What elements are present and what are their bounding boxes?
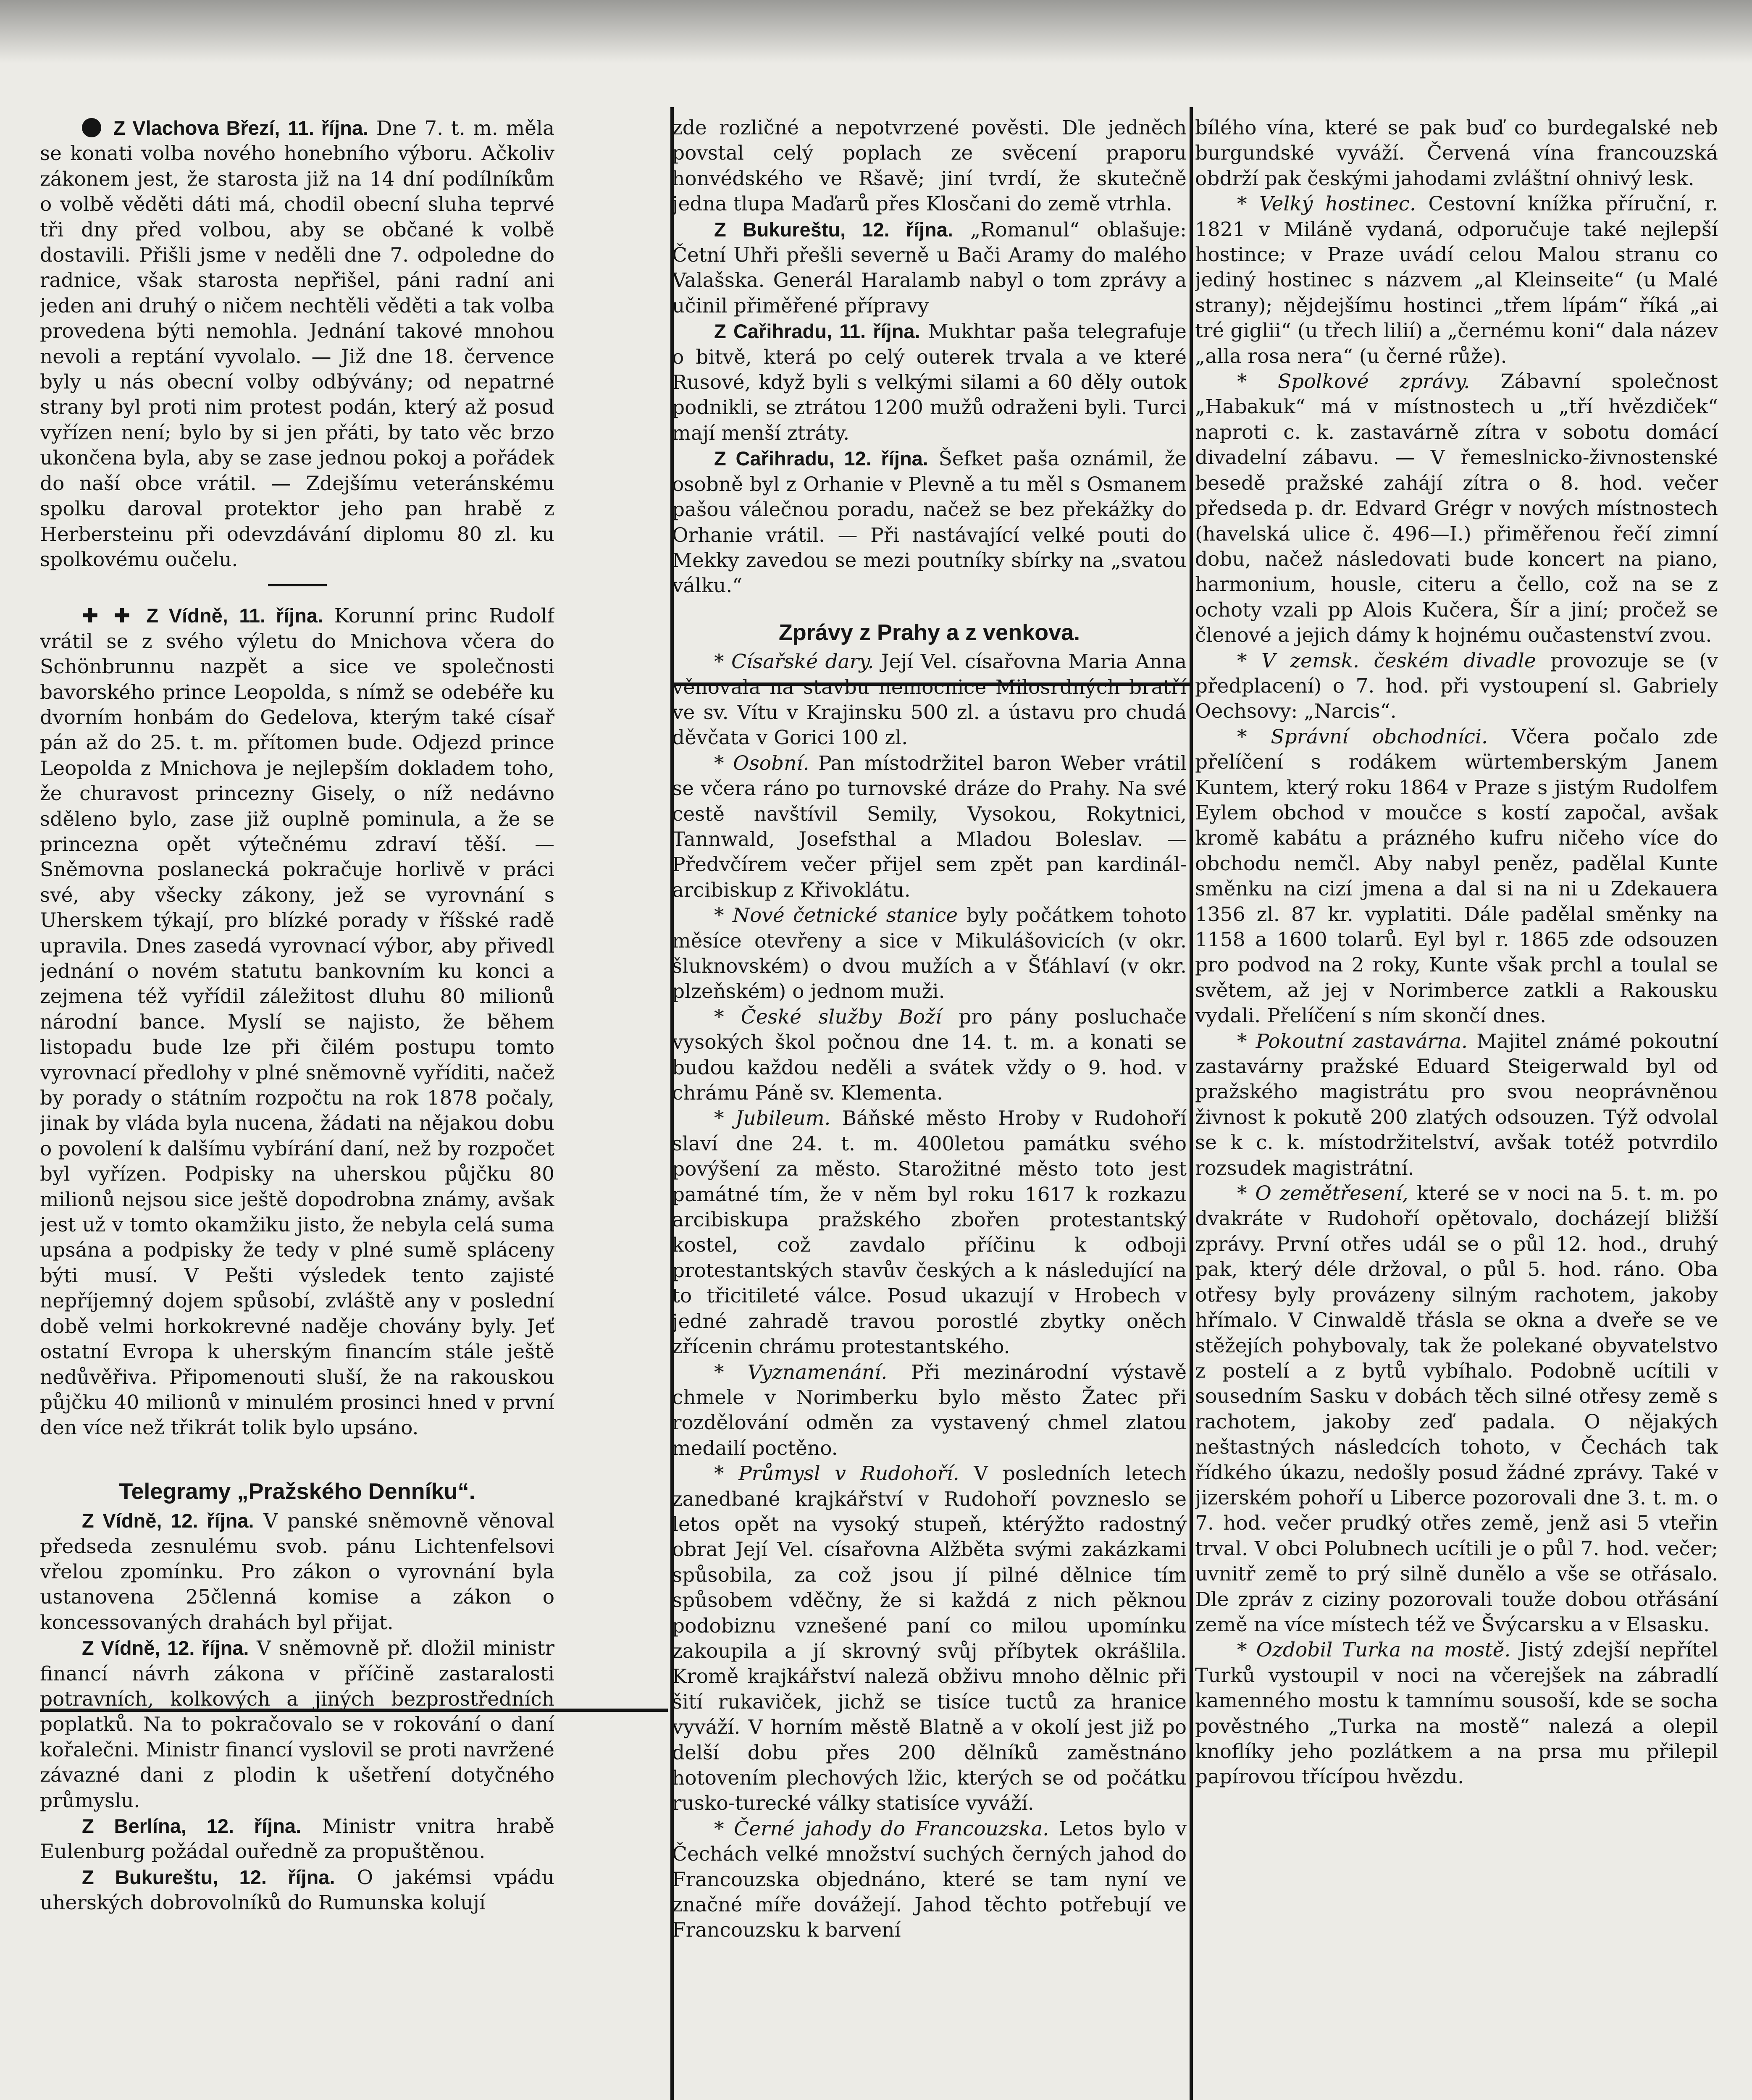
telegram-item (672, 319, 1187, 446)
section-heading: Zprávy z Prahy a z venkova. (778, 620, 1080, 645)
telegram-text: Šefket paša oznámil, že osobně byl z Orhanie v Plevně a tu měl s Osmanem pašou válečnou poradu, načež se bez překážky do Orhanie vrátil. — Při nastávající velké pouti do Mekky zavedou se mezi poutníky sbírky na „svatou válku.“ (672, 447, 1187, 598)
news-item: * V zemsk. českém divadle provozuje se (v předplacení) o 7. hod. při vystoupení sl. Gabriely Oechsovy: „Narcis“. (1195, 649, 1718, 723)
telegram-item (672, 217, 1187, 319)
news-text: V posledních letech zanedbané krajkářství v Rudohoří povzneslo se letos opět na vysoký stupeň, ktérýžto radostný obrat Její Vel. císařovna Alžběta svými zakázkami spůsobila, za což jsou jí pilné dělnice tím spůsobem vděčny, že si každá z nich pěknou podobiznu vznešené paní co milou upomínku zakoupila a jí skrovný svůj příbytek okrášlila. Kromě krajkářství naleză obživu mnoho dělnic při šití rukaviček, jichž se tisíce tuctů za hranice vyváží. V horním městě Blatně a v okolí jest již po delší dobu přes 200 dělníků zaměstnáno hotovením plechových lžic, kterých se od počátku rusko-turecké války statisíce vyváží. (672, 1462, 1187, 1815)
news-item: * Jubileum. Báňské město Hroby v Rudohoří slaví dne 24. t. m. 400letou památku svého povýšení za město. Starožitné město toto jest památné tím, že v něm byl roku 1617 k rozkazu arcibiskupa pražského zbořen protestantský kostel, což zavdalo příčinu k odboji protestantských stavův českých a k následující na to třicitileté válce. Posud ukazují v Hrobech v jedné zahradě travou porostlé zbytky oněch zřícenin chrámu protestantského. (672, 1107, 1187, 1359)
news-item: * Správní obchodníci. Včera počalo zde přelíčení s rodákem würtemberským Janem Kuntem, který roku 1864 v Praze s jistým Rudolfem Eylem obchod v moučce s kostí započal, avšak kromě kabátu a prázného kufru ničeho více do obchodu nemčl. Aby nabyl peněz, padělal Kunte směnku na cizí jmena a dal si na ni u Zdekauera 1356 zl. 87 kr. vyplatiti. Dále padělal směnky na 1158 a 1600 tolarů. Eyl byl r. 1865 zde odsouzen pro podvod na 2 roky, Kunte však prchl a toulal se světem, až jej v Norimberce zatkli a Rakousku vydali. Přelíčení s ním skončí dnes. (1195, 725, 1718, 1028)
column-3 (1195, 116, 1718, 2100)
news-item: * Císařské dary. Její Vel. císařovna Maria Anna věnovala na stavbu nemocnice Milosrdných bratří ve sv. Vítu v Krajinsku 500 zl. a ústavu pro chudá děvčata v Gorici 100 zl. (672, 650, 1187, 750)
article-text: Korunní princ Rudolf vrátil se z svého výletu do Mnichova včera do Schönbrunnu nazpět a sice ve společnosti bavorského prince Leopolda, s nímž se odebéře ku dvorním honbám do Gedelova, kterým také císař pán až do 25. t. m. přítomen bude. Odjezd prince Leopolda z Mnichova je nejlepším dokladem toho, že churavost princezny Gisely, o níž nedávno sděleno bylo, zase již ouplně pominula, a že se princezna opět výtečnému zdraví těší. — Sněmovna poslanecká pokračuje horlivě v práci své, aby všecky zákony, jež se vyrovnání s Uherskem týkají, pro blízké porady v říšské radě upravila. Dnes zasedá vyrovnací výbor, aby přivedl jednání o novém statutu bankovním ku konci a zejmena též vyřídil záležitost dluhu 80 milionů národní bance. Myslí se najisto, že během listopadu bude lze při čilém postupu tomto vyrovnací předlohy v plné sněmovně vyříditi, načež by porady o státním rozpočtu na rok 1878 počaly, jinak by vláda byla nucena, žádati na nějakou dobu o povolení k dalšímu vybírání daní, než by rozpočet byl vyřízen. Podpisky na uherskou půjčku 80 milionů nejsou sice ještě dopodrobna známy, avšak jest už v tomto okamžiku jisto, že nebyla celá suma upsána a podpisky že tedy v plné sumě spláceny býti musí. V Pešti výsledek tento zajisté nepříjemný dojem spůsobí, zvláště any v poslední době velmi horkokrevné naděje chovány byly. Jeť ostatní Evropa k uherským financím stále ještě nedůvěřiva. Připomenouti sluší, že na rakouskou půjčku 40 milionů v minulém prosinci hned v první den více než třikrát tolik bylo upsáno. (40, 604, 554, 1440)
dateline: Z Vídně, 12. října. (82, 1509, 254, 1532)
news-item: * Vyznamenání. Při mezinárodní výstavě chmele v Norimberku bylo město Žatec při rozdělování odměn za vystavený chmel zlatou medailí poctěno. (672, 1360, 1187, 1460)
news-kicker: Černé jahody do Francouzska. (734, 1817, 1049, 1840)
telegram-continuation: zde rozličné a nepotvrzené pověsti. Dle jedněch povstal celý poplach ze svěcení praporu honvédského ve Ršavě; jiní tvrdí, že skutečně jedna tlupa Maďarů přes Klosčani do země vtrhla. (672, 116, 1187, 216)
telegram-text: Mukhtar paša telegrafuje o bitvě, která po celý outerek trvala a ve které Rusové, když byli s velkými silami a 60 děly outok podnikli, se ztrátou 1200 mužů odraženi byli. Turci mají menší ztráty. (672, 320, 1187, 445)
news-kicker: Vyznamenání. (747, 1360, 888, 1384)
dateline: Z Berlína, 12. října. (82, 1815, 302, 1837)
news-item: * Nové četnické stanice byly počátkem tohoto měsíce otevřeny a sice v Mikulášovicích (v okr. šluknovském) o dvou mužích a v Šťáhlaví (v okr. plzeňském) o jednom muži. (672, 904, 1187, 1003)
news-text: které se v noci na 5. t. m. po dvakráte v Rudohoří opětovalo, docházejí bližší zprávy. První otřes udál se o půl 12. hod., druhý pak, který déle držoval, o půl 5. hod. ráno. Oba otřesy byly provázeny silným rachotem, jakoby hřímalo. V Cinwaldě třásla se okna a dveře se ve stěžejích pohybovaly, tak že polekané obyvatelstvo z postelí a z bytů vybíhalo. Podobně ucítili v sousedním Sasku v dobách těch silné otřesy země s rachotem, jakoby zeď padala. O nějakých neštastných následcích tohoto, v Čechách tak řídkého úkazu, nedošly posud žádné zprávy. Také v jizerském pohoří u Liberce pozorovali dne 3. t. m. o 7. hod. večer prudký otřes země, jenž asi 5 vteřin trval. V obci Polubnech ucítili je o půl 7. hod. večer; uvnitř země to prý silně dunělo a vše se otřásalo. Dle zpráv z ciziny pozorovali touže dobou otřásání země na více místech též ve Švýcarsku a v Elsasku. (1195, 1182, 1718, 1636)
news-text: Její Vel. císařovna Maria Anna věnovala na stavbu nemocnice Milosrdných bratří ve sv. Vítu v Krajinsku 500 zl. a ústavu pro chudá děvčata v Gorici 100 zl. (672, 650, 1187, 750)
news-text: Pan místodržitel baron Weber vrátil se včera ráno po turnovské dráze do Prahy. Na své cestě navštívil Semily, Vysokou, Rokytnici, Tannwald, Josefsthal a Mladou Boleslav. — Předvčírem večer přijel sem zpět pan kardinál-arcibiskup z Křivoklátu. (672, 751, 1187, 902)
news-kicker: V zemsk. českém divadle (1261, 649, 1536, 672)
news-item: * Ozdobil Turka na mostě. Jistý zdejší nepřítel Turků vystoupil v noci na včerejšek na zábradlí kamenného mostu k tamnímu sousoší, kde se socha pověstného „Turka na mostě“ nalezá a olepil knoflíky jeho pozlátkem a na prsa mu přilepil papírovou třícípou hvězdu. (1195, 1638, 1718, 1789)
dateline-place: Z Vlachova Březí, (113, 117, 280, 139)
news-kicker: Správní obchodníci. (1271, 725, 1488, 748)
news-continuation: bílého vína, které se pak buď co burdegalské neb burgundské vyváží. Červená vína francouzská obdrží pak českými jahodami zvláštní ohnivý lesk. (1195, 116, 1718, 190)
news-kicker: Jubileum. (735, 1107, 831, 1130)
news-item: * České služby Boží pro pány posluchače vysokých škol počnou dne 14. t. m. a konati se budou každou neděli a svátek vždy o 9. hod. v chrámu Páně sv. Klementa. (672, 1005, 1187, 1105)
dateline: Z Bukureštu, 12. října. (82, 1866, 335, 1888)
news-text: Báňské město Hroby v Rudohoří slaví dne 24. t. m. 400letou památku svého povýšení za město. Starožitné město toto jest památné tím, že v něm byl roku 1617 k rozkazu arcibiskupa pražského zbořen protestantský kostel, což zavdalo příčinu k odboji protestantských stavův českých a k následující na to třicitileté válce. Posud ukazují v Hrobech v jedné zahradě travou porostlé zbytky oněch zřícenin chrámu protestantského. (672, 1107, 1187, 1359)
bullet-dot-icon (82, 118, 101, 137)
news-kicker: O zemětřesení, (1255, 1182, 1408, 1205)
article-vienna (40, 603, 554, 1441)
dateline-place: Z Vídně, (146, 604, 228, 627)
news-kicker: Velký hostinec. (1259, 192, 1416, 216)
telegram-text: O jakémsi vpádu uherských dobrovolníků do Rumunska kolují (40, 1866, 554, 1915)
telegram-item (672, 446, 1187, 598)
dateline: Z Cařihradu, 12. října. (714, 447, 928, 470)
column-1 (40, 116, 554, 2100)
news-text: Letos bylo v Čechách velké množství suchých černých jahod do Francouzska objednáno, které se tam nyní ve značné míře dovážejí. Jahod těchto potřebují ve Francouzsku k barvení (672, 1817, 1187, 1942)
news-item: * Černé jahody do Francouzska. Letos bylo v Čechách velké množství suchých černých jahod do Francouzska objednáno, které se tam nyní ve značné míře dovážejí. Jahod těchto potřebují ve Francouzsku k barvení (672, 1817, 1187, 1942)
column-rule-right (1190, 107, 1193, 2100)
dateline-date: 11. října. (239, 604, 323, 627)
dateline: Z Vídně, 12. října. (82, 1637, 249, 1659)
telegram-item (40, 1814, 554, 1865)
news-item: * Spolkové zprávy. Zábavní společnost „Habakuk“ má v místnostech u „tří hvězdiček“ naproti c. k. zastavárně zítra v sobotu domácí divadelní zábavu. — V řemeslnicko-živnostenské besedě pražské zahájí zítra o 8. hod. večer předseda p. dr. Edvard Grégr v nových místnostech (havelská ulice č. 496—I.) přiměřenou řečí zimní dobu, načež následovati bude koncert na piano, harmonium, housle, citeru a čello, což na se z ochoty vzali pp Alois Kučera, Šír a jiní; pročež se členové a jejich dámy k hojnému oučastenství zvou. (1195, 370, 1718, 647)
dateline: Z Bukureštu, 12. října. (714, 218, 953, 241)
news-text: Cestovní knížka příruční, r. 1821 v Miláně vydaná, odporučuje také nejlepší hostince; v Praze uvádí celou Malou stranu co jediný hostinec s názvem „al Kleinseite“ (u Malé strany); nějdejšímu hostinci „třem lípám“ říká „ai tré giglii“ (u třech lilií) a „černému koni“ dala název „alla rosa nera“ (u černé růže). (1195, 192, 1718, 368)
news-item: * Velký hostinec. Cestovní knížka příruční, r. 1821 v Miláně vydaná, odporučuje také nejlepší hostince; v Praze uvádí celou Malou stranu co jediný hostinec s názvem „al Kleinseite“ (u Malé strany); nějdejšímu hostinci „třem lípám“ říká „ai tré giglii“ (u třech lilií) a „černému koni“ dala název „alla rosa nera“ (u černé růže). (1195, 192, 1718, 368)
column-2 (672, 116, 1187, 2100)
dateline-date: 11. října. (288, 117, 369, 139)
news-text: provozuje se (v předplacení) o 7. hod. při vystoupení sl. Gabriely Oechsovy: „Narcis“. (1195, 649, 1718, 723)
telegram-text: Ministr vnitra hrabě Eulenburg požádal ouředně za propuštěnou. (40, 1815, 554, 1864)
news-text: Majitel známé pokoutní zastavárny pražské Eduard Steigerwald byl od pražského magistrátu pro svou neoprávněnou živnost k pokutě 200 zlatých odsouzen. Týž odvolal se k c. k. místodržitelství, avšak totéž potvrdilo rozsudek magistrátní. (1195, 1029, 1718, 1180)
telegram-text: V sněmovně př. dložil ministr financí návrh zákona v příčině zastaralosti potravních, kolkových a jiných bezprostředních poplatků. Na to pokračovalo se v rokování o daní kořalečni. Ministr financí vyslovil se proti navržené závazné dani z plodin k ušetření dotyčného průmyslu. (40, 1637, 554, 1812)
news-text: pro pány posluchače vysokých škol počnou dne 14. t. m. a konati se budou každou neděli a svátek vždy o 9. hod. v chrámu Páně sv. Klementa. (672, 1005, 1187, 1105)
news-kicker: Nové četnické stanice (732, 904, 958, 927)
cross-icon: ✚ ✚ (82, 604, 135, 627)
news-kicker: České služby Boží (741, 1005, 942, 1029)
telegram-item (40, 1635, 554, 1814)
news-kicker: Ozdobil Turka na mostě. (1256, 1638, 1511, 1662)
news-text: Při mezinárodní výstavě chmele v Norimberku bylo město Žatec při rozdělování odměn za vystavený chmel zlatou medailí poctěno. (672, 1360, 1187, 1460)
news-kicker: Císařské dary. (731, 650, 874, 674)
news-kicker: Pokoutní zastavárna. (1256, 1029, 1468, 1053)
news-kicker: Spolkové zprávy. (1277, 370, 1470, 394)
news-item: * Průmysl v Rudohoří. V posledních letech zanedbané krajkářství v Rudohoří povzneslo se letos opět na vysoký stupeň, ktérýžto radostný obrat Její Vel. císařovna Alžběta svými zakázkami spůsobila, za což jsou jí pilné dělnice tím spůsobem vděčny, že si každá z nich pěknou podobiznu vznešené paní co milou upomínku zakoupila a jí skrovný svůj příbytek okrášlila. Kromě krajkářství naleză obživu mnoho dělnic při šití rukaviček, jichž se tisíce tuctů za hranice vyváží. V horním městě Blatně a v okolí jest již po delší dobu přes 200 dělníků zaměstnáno hotovením plechových lžic, kterých se od počátku rusko-turecké války statisíce vyváží. (672, 1462, 1187, 1815)
telegram-item (40, 1865, 554, 1916)
scan-shadow (0, 0, 1752, 63)
article-vlachovo-brezi (40, 116, 554, 572)
telegram-text: „Romanul“ oblašuje: Četní Uhři přešli severně u Bači Aramy do malého Valašska. Generál Haralamb nabyl o tom zprávy a učinil přiměřené přípravy (672, 218, 1187, 318)
news-text: Zábavní společnost „Habakuk“ má v místnostech u „tří hvězdiček“ naproti c. k. zastavárně zítra v sobotu domácí divadelní zábavu. — V řemeslnicko-živnostenské besedě pražské zahájí zítra o 8. hod. večer předseda p. dr. Edvard Grégr v nových místnostech (havelská ulice č. 496—I.) přiměřenou řečí zimní dobu, načež následovati bude koncert na piano, harmonium, housle, citeru a čello, což na se z ochoty vzali pp Alois Kučera, Šír a jiní; pročež se členové a jejich dámy k hojnému oučastenství zvou. (1195, 370, 1718, 647)
dateline: Z Cařihradu, 11. října. (714, 320, 920, 343)
telegram-text: V panské sněmovně věnoval předseda zesnulému svob. pánu Lichtenfelsovi vřelou zpomínku. Pro zákon o vyrovnání byla ustanovena 25členná komise a zákon o koncessovaných drahách byl přijat. (40, 1509, 554, 1634)
news-kicker: Osobní. (733, 751, 809, 775)
news-item: * O zemětřesení, které se v noci na 5. t. m. po dvakráte v Rudohoří opětovalo, docházejí bližší zprávy. První otřes udál se o půl 12. hod., druhý pak, který déle držoval, o půl 5. hod. ráno. Oba otřesy byly provázeny silným rachotem, jakoby hřímalo. V Cinwaldě třásla se okna a dveře se ve stěžejích pohybovaly, tak že polekané obyvatelstvo z postelí a z bytů vybíhalo. Podobně ucítili v sousedním Sasku v dobách těch silné otřesy země s rachotem, jakoby zeď padala. O nějakých neštastných následcích tohoto, v Čechách tak řídkého úkazu, nedošly posud žádné zprávy. Také v jizerském pohoří u Liberce pozorovali dne 3. t. m. o 7. hod. večer prudký otřes země, jenž asi 5 vteřin trval. V obci Polubnech ucítili je o půl 7. hod. večer; uvnitř země to prý silně dunělo a vše se otřásalo. Dle zpráv z ciziny pozorovali touže dobou otřásání země na více místech též ve Švýcarsku a v Elsasku. (1195, 1182, 1718, 1636)
news-item: * Osobní. Pan místodržitel baron Weber vrátil se včera ráno po turnovské dráze do Prahy. Na své cestě navštívil Semily, Vysokou, Rokytnici, Tannwald, Josefsthal a Mladou Boleslav. — Předvčírem večer přijel sem zpět pan kardinál-arcibiskup z Křivoklátu. (672, 751, 1187, 902)
news-text: Včera počalo zde přelíčení s rodákem würtemberským Janem Kuntem, který roku 1864 v Praze s jistým Rudolfem Eylem obchod v moučce s kostí započal, avšak kromě kabátu a prázného kufru ničeho více do obchodu nemčl. Aby nabyl peněz, padělal Kunte směnku na cizí jmena a dal si na ni u Zdekauera 1356 zl. 87 kr. vyplatiti. Dále padělal směnky na 1158 a 1600 tolarů. Eyl byl r. 1865 zde odsouzen pro podvod na 2 roky, Kunte však prchl a toulal se světem, až jej v Norimberce zatkli a Rakousku vydali. Přelíčení s ním skončí dnes. (1195, 725, 1718, 1028)
telegram-heading: Telegramy „Pražského Denníku“. (119, 1478, 475, 1504)
news-item: * Pokoutní zastavárna. Majitel známé pokoutní zastavárny pražské Eduard Steigerwald byl od pražského magistrátu pro svou neoprávněnou živnost k pokutě 200 zlatých odsouzen. Týž odvolal se k c. k. místodržitelství, avšak totéž potvrdilo rozsudek magistrátní. (1195, 1029, 1718, 1180)
divider (268, 584, 327, 586)
news-text: byly počátkem tohoto měsíce otevřeny a sice v Mikulášovicích (v okr. šluknovském) o dvou mužích a v Šťáhlaví (v okr. plzeňském) o jednom muži. (672, 904, 1187, 1003)
telegram-item (40, 1508, 554, 1635)
news-text: Jistý zdejší nepřítel Turků vystoupil v noci na včerejšek na zábradlí kamenného mostu k tamnímu sousoší, kde se socha pověstného „Turka na mostě“ nalezá a olepil knoflíky jeho pozlátkem a na prsa mu přilepil papírovou třícípou hvězdu. (1195, 1638, 1718, 1789)
article-text: Dne 7. t. m. měla se konati volba nového honebního výboru. Ačkoliv zákonem jest, že starosta již na 14 dní podílníkům o volbě věděti dáti má, chodil obecní sluha teprvé tři dny před volbou, aby se občané k volbě dostavili. Přišli jsme v neděli dne 7. odpoledne do radnice, však starosta nepřišel, páni radní ani jeden ani druhý o ničem nechtěli věděti a tak volba provedena býti nemohla. Jednání takové mnohou nevoli a reptání vyvolalo. — Již dne 18. července byly u nás obecní volby odbývány; od nepatrné strany byl proti nim protest podán, který až posud vyřízen není; bylo by si jen přáti, by tato věc brzo ukončena byla, aby se zase jednou pokoj a pořádek do naší obce vrátil. — Zdejšímu veteránskému spolku daroval protektor jeho pan hrabě z Herbersteinu při odevzdávání diplomu 80 zl. ku spolkovému oučelu. (40, 117, 554, 571)
news-kicker: Průmysl v Rudohoří. (738, 1462, 959, 1486)
